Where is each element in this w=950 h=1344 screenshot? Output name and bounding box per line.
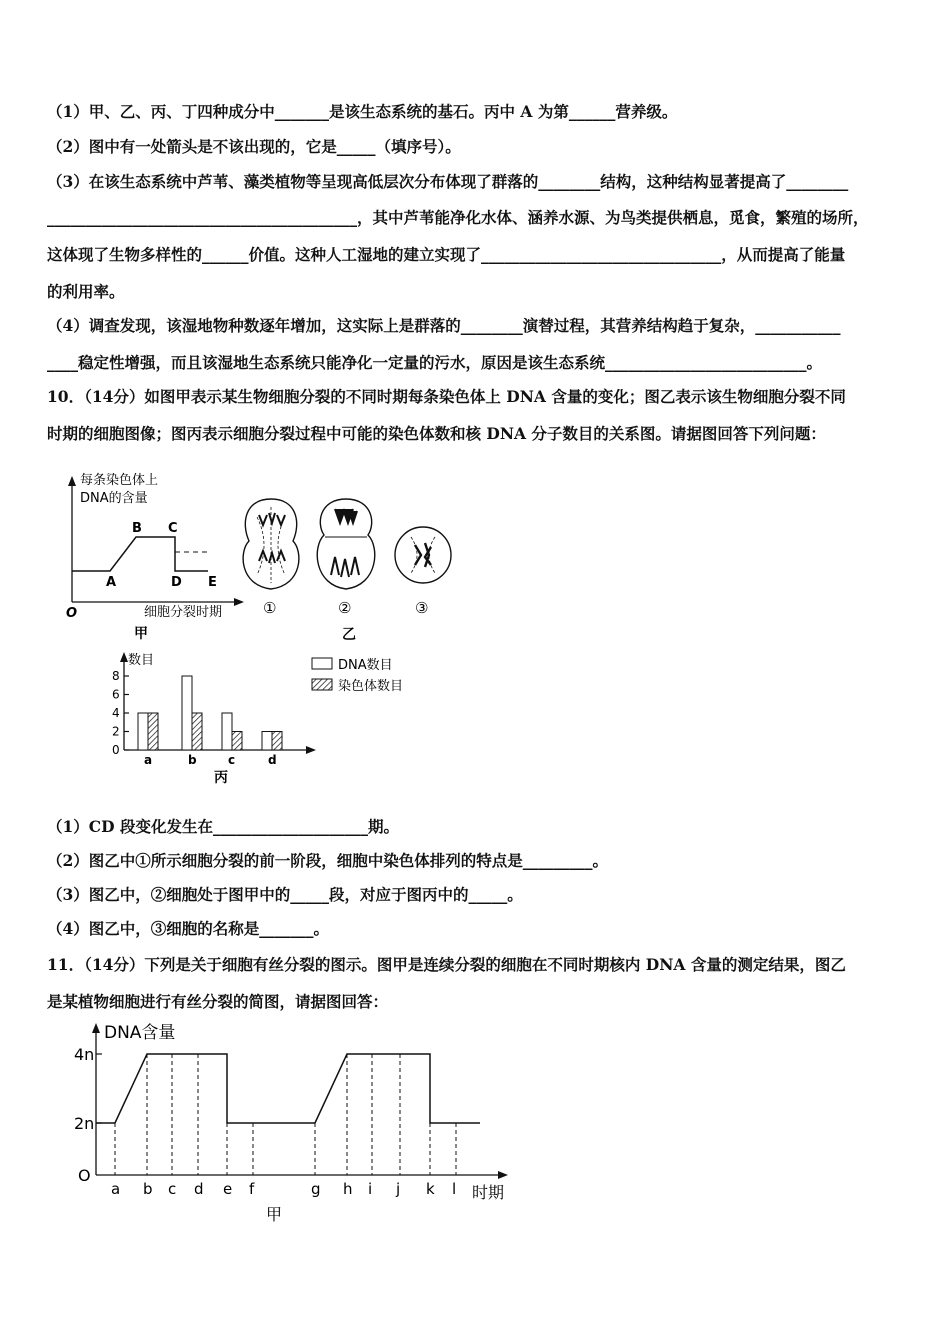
q11-figure-jia (60, 1018, 530, 1228)
q9-part4-line1: （4）调查发现，该湿地物种数逐年增加，这实际上是群落的________演替过程，其营养结构趋于复杂，___________ (47, 316, 841, 335)
bing-bar-c-chrom (232, 732, 242, 751)
bing-legend-dna-swatch (312, 658, 332, 669)
jia-xlabel: 细胞分裂时期 (144, 605, 223, 620)
q9-part3-line3: 这体现了生物多样性的______价值。这种人工湿地的建立实现了_______________________________，从而提高了能量 (47, 245, 846, 264)
q11-caption: 甲 (266, 1205, 283, 1224)
bing-bar-b-chrom (192, 713, 202, 750)
q11-dna-curve (96, 1054, 480, 1123)
q10-figure-bing (100, 646, 430, 791)
yi-label-1: ① (263, 599, 277, 617)
q11-dashed-lines (115, 1054, 456, 1175)
q11-xtick-f: f (249, 1180, 255, 1198)
bing-bar-a-chrom (148, 713, 158, 750)
q11-ytick-4n: 4n (74, 1045, 95, 1064)
q11-xtick-b: b (143, 1180, 153, 1198)
q11-xtick-h: h (343, 1180, 353, 1198)
bing-bar-a-dna (138, 713, 148, 750)
q10-figure-yi (235, 495, 465, 645)
bing-caption: 丙 (214, 770, 228, 786)
jia-point-d: D (171, 575, 182, 590)
jia-origin: O (66, 606, 78, 621)
q11-ytick-2n: 2n (74, 1114, 95, 1133)
bing-bar-b-dna (182, 676, 192, 750)
q9-part3-line1: （3）在该生态系统中芦苇、藻类植物等呈现高低层次分布体现了群落的________结构，这种结构显著提高了________ (47, 172, 849, 191)
yi-cell-3 (395, 527, 451, 583)
bing-bar-d-dna (262, 732, 272, 751)
yi-cell-2 (317, 499, 375, 589)
yi-label-3: ③ (415, 599, 429, 617)
bing-category-a: a (144, 753, 153, 767)
q11-ylabel: DNA含量 (104, 1023, 176, 1043)
q11-xtick-d: d (194, 1180, 204, 1198)
q11-xtick-j: j (396, 1180, 401, 1198)
jia-point-c: C (168, 521, 178, 536)
jia-ylabel-1: 每条染色体上 (80, 473, 159, 488)
bing-ytick-label: 2 (112, 724, 120, 739)
q11-xtick-e: e (223, 1180, 233, 1198)
jia-curve (72, 537, 208, 571)
q10-sub1: （1）CD 段变化发生在____________________期。 (47, 817, 399, 836)
bing-y-arrow (120, 652, 128, 662)
q11-intro-line1: 11．（14分）下列是关于细胞有丝分裂的图示。图甲是连续分裂的细胞在不同时期核内 DNA 含量的测定结果，图乙 (47, 955, 846, 974)
bing-legend-chrom-swatch (312, 679, 332, 690)
bing-ytick-label: 8 (112, 669, 120, 683)
bing-ylabel: 数目 (128, 653, 155, 668)
bing-legend-dna: DNA数目 (338, 658, 393, 673)
q9-part3-line2: ________________________________________，其中芦苇能净化水体、涵养水源、为鸟类提供栖息，觅食，繁殖的场所， (47, 208, 869, 227)
bing-ytick-label: 0 (112, 743, 120, 757)
q11-xtick-k: k (426, 1180, 435, 1198)
q10-sub2: （2）图乙中①所示细胞分裂的前一阶段，细胞中染色体排列的特点是_________。 (47, 851, 609, 870)
bing-bar-d-chrom (272, 732, 282, 751)
q11-origin: O (78, 1166, 91, 1185)
q11-xtick-g: g (311, 1180, 321, 1198)
bing-x-arrow (306, 746, 316, 754)
q11-x-arrow (498, 1171, 508, 1179)
yi-label-2: ② (338, 599, 352, 617)
bing-bar-c-dna (222, 713, 232, 750)
q10-intro-line2: 时期的细胞图像；图丙表示细胞分裂过程中可能的染色体数和核 DNA 分子数目的关系图。请据图回答下列问题： (47, 424, 826, 443)
q9-part1: （1）甲、乙、丙、丁四种成分中_______是该生态系统的基石。丙中 A 为第______营养级。 (47, 102, 678, 121)
q10-figure-jia (60, 462, 250, 642)
q10-sub3: （3）图乙中，②细胞处于图甲中的_____段，对应于图丙中的_____。 (47, 885, 523, 904)
q11-y-arrow (92, 1023, 100, 1033)
q10-intro-line1: 10．（14分）如图甲表示某生物细胞分裂的不同时期每条染色体上 DNA 含量的变化；图乙表示该生物细胞分裂不同 (47, 387, 846, 406)
q11-xtick-a: a (111, 1180, 121, 1198)
jia-caption: 甲 (134, 626, 148, 642)
yi-cell-1 (243, 499, 299, 589)
jia-point-e: E (208, 575, 217, 590)
jia-point-b: B (132, 521, 142, 536)
jia-ylabel-2: DNA的含量 (80, 491, 148, 506)
jia-point-a: A (106, 575, 117, 590)
q11-xlabel: 时期 (472, 1183, 505, 1202)
q11-xtick-l: l (452, 1180, 457, 1198)
q10-sub4: （4）图乙中，③细胞的名称是_______。 (47, 919, 330, 938)
q9-part2: （2）图中有一处箭头是不该出现的，它是_____（填序号）。 (47, 137, 461, 156)
bing-category-c: c (228, 753, 236, 767)
bing-category-b: b (188, 753, 197, 767)
yi-caption: 乙 (342, 627, 356, 643)
q11-intro-line2: 是某植物细胞进行有丝分裂的简图，请据图回答： (47, 992, 389, 1011)
q9-part4-line2: ____稳定性增强，而且该湿地生态系统只能净化一定量的污水，原因是该生态系统__________________________。 (47, 353, 823, 372)
bing-ytick-label: 6 (112, 687, 120, 702)
bing-category-d: d (268, 753, 277, 767)
bing-ytick-label: 4 (112, 706, 120, 720)
q9-part3-line4: 的利用率。 (47, 282, 125, 301)
jia-y-arrow (68, 476, 76, 486)
q11-xtick-c: c (168, 1180, 177, 1198)
q11-xtick-i: i (368, 1180, 373, 1198)
bing-legend-chrom: 染色体数目 (338, 679, 404, 694)
